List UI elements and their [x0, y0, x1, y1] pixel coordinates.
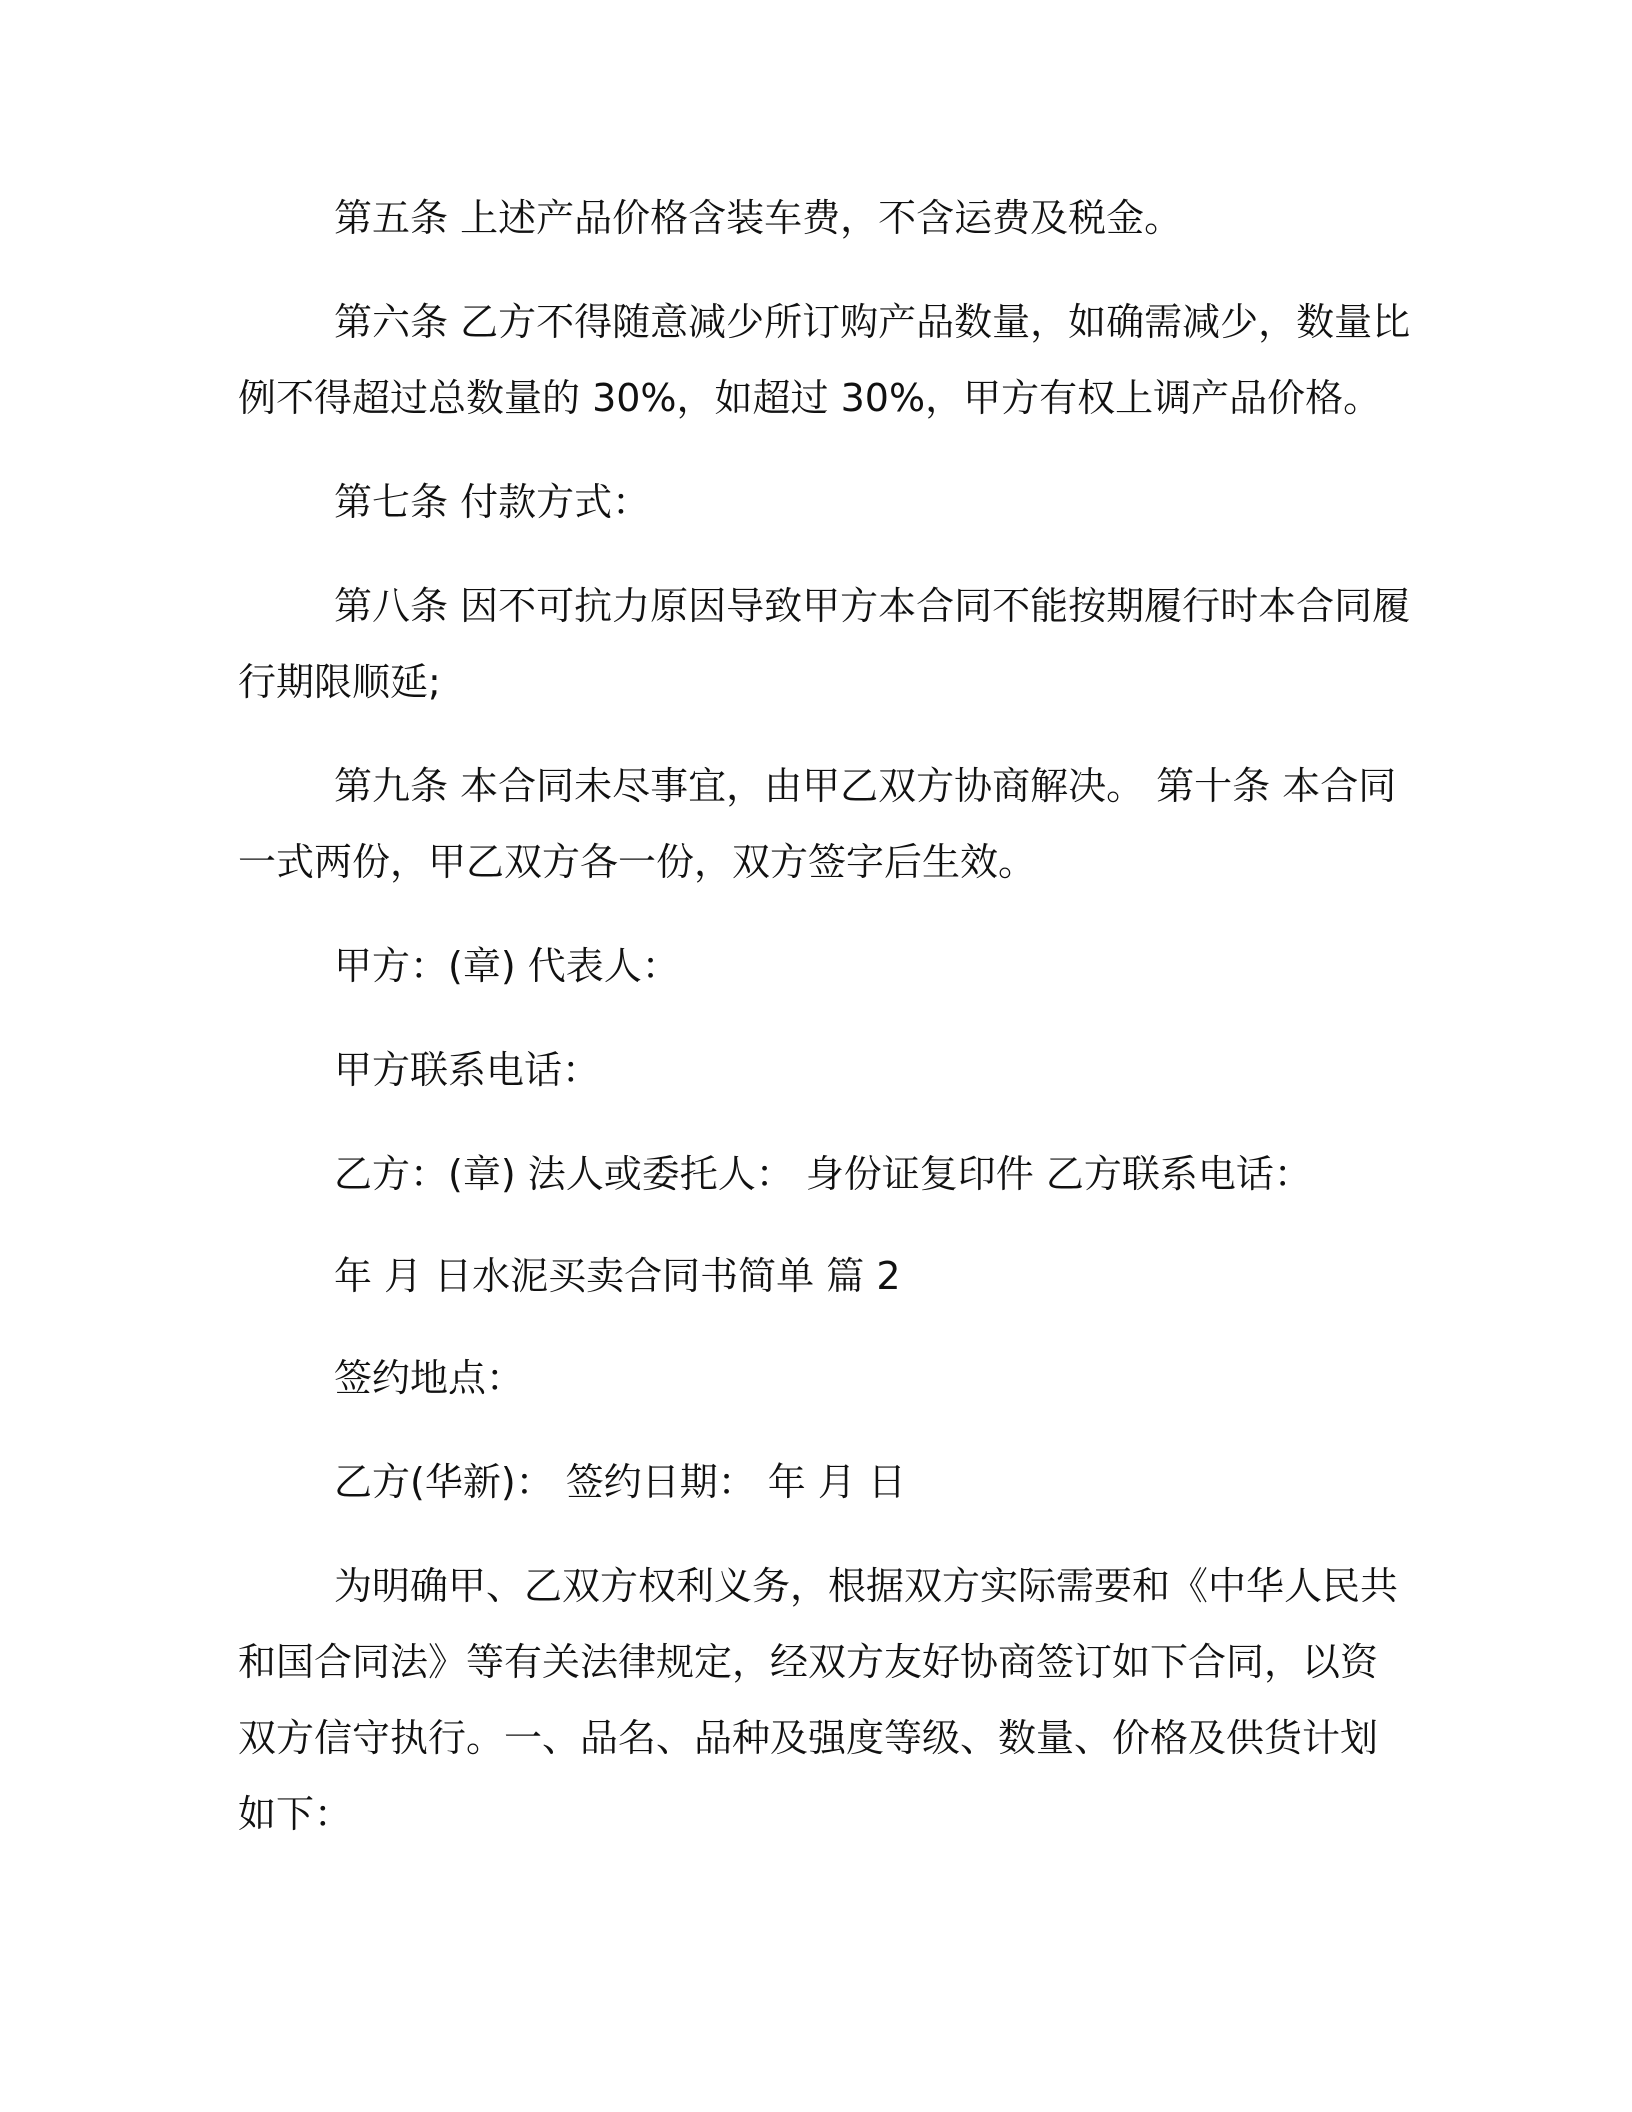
clause-6-line-2: 例不得超过总数量的 30%，如超过 30%，甲方有权上调产品价格。 [238, 376, 1382, 420]
clause-8-line-1: 第八条 因不可抗力原因导致甲方本合同不能按期履行时本合同履 [334, 584, 1411, 628]
clause-5-line: 第五条 上述产品价格含装车费，不含运费及税金。 [334, 196, 1183, 240]
section-title-line: 年 月 日水泥买卖合同书简单 篇 2 [334, 1254, 901, 1298]
preamble-line-2: 和国合同法》等有关法律规定，经双方友好协商签订如下合同，以资 [238, 1640, 1379, 1684]
preamble-line-3: 双方信守执行。一、品名、品种及强度等级、数量、价格及供货计划 [238, 1716, 1379, 1760]
clause-6-line-1: 第六条 乙方不得随意减少所订购产品数量，如确需减少，数量比 [334, 300, 1411, 344]
clause-7-line: 第七条 付款方式： [334, 480, 651, 524]
preamble-line-4: 如下： [238, 1792, 353, 1836]
signing-place-line: 签约地点： [334, 1356, 525, 1400]
party-a-phone-line: 甲方联系电话： [334, 1048, 601, 1092]
clause-9-10-line-2: 一式两份，甲乙双方各一份，双方签字后生效。 [238, 840, 1037, 884]
preamble-line-1: 为明确甲、乙双方权利义务，根据双方实际需要和《中华人民共 [334, 1564, 1399, 1608]
party-b-date-line: 乙方(华新)： 签约日期： 年 月 日 [334, 1460, 906, 1504]
party-a-seal-line: 甲方：(章) 代表人： [334, 944, 680, 988]
clause-8-line-2: 行期限顺延; [238, 660, 441, 704]
party-b-seal-line: 乙方：(章) 法人或委托人： 身份证复印件 乙方联系电话： [334, 1152, 1312, 1196]
clause-9-10-line-1: 第九条 本合同未尽事宜，由甲乙双方协商解决。 第十条 本合同 [334, 764, 1397, 808]
